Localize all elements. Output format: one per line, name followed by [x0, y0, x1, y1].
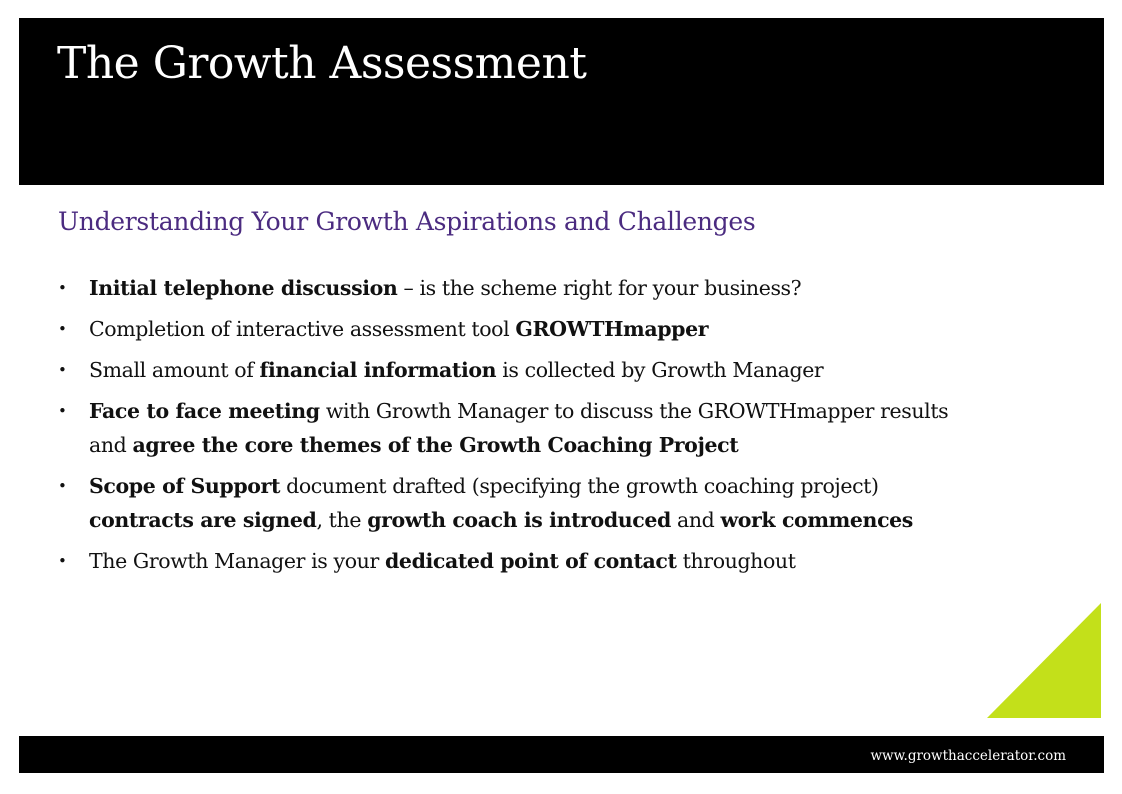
footer-bar — [19, 736, 1104, 773]
bullet-list — [58, 271, 958, 585]
bullet-marker: • — [58, 402, 67, 420]
bullet-bold-text: contracts are signed — [89, 508, 317, 532]
bullet-text: Small amount of — [89, 358, 260, 382]
bullet-text: , the — [316, 508, 368, 532]
bullet-marker: • — [58, 477, 67, 495]
bullet-bold-text: dedicated point of contact — [385, 549, 677, 573]
bullet-marker: • — [58, 279, 67, 297]
bullet-bold-text: Scope of Support — [89, 474, 281, 498]
green-triangle-accent — [987, 603, 1101, 718]
bullet-item-scope-of-support — [58, 469, 958, 537]
bullet-bold-text: agree the core themes of the Growth Coaching Project — [132, 433, 739, 457]
bullet-text: with Growth Manager to discuss the GROWTHmapper results and — [89, 399, 949, 457]
bullet-bold-text: growth coach is introduced — [367, 508, 671, 532]
bullet-text: throughout — [676, 549, 796, 573]
bullet-marker: • — [58, 320, 67, 338]
bullet-bold-text: GROWTHmapper — [515, 317, 709, 341]
bullet-text: – is the scheme right for your business? — [397, 276, 802, 300]
bullet-item-face-to-face-meeting — [58, 394, 958, 462]
bullet-bold-text: work commences — [720, 508, 913, 532]
bullet-bold-text: Face to face meeting — [89, 399, 320, 423]
bullet-text: document drafted (specifying the growth coaching project) — [280, 474, 879, 498]
bullet-item-assessment-tool — [58, 312, 958, 346]
bullet-item-point-of-contact — [58, 544, 958, 578]
bullet-bold-text: financial information — [259, 358, 497, 382]
bullet-item-financial-information — [58, 353, 958, 387]
slide-subtitle: Understanding Your Growth Aspirations and Challenges — [58, 207, 756, 236]
bullet-text: The Growth Manager is your — [89, 549, 385, 573]
bullet-marker: • — [58, 552, 67, 570]
green-triangle-shape — [987, 603, 1101, 718]
bullet-bold-text: Initial telephone discussion — [89, 276, 398, 300]
bullet-text: and — [670, 508, 721, 532]
bullet-marker: • — [58, 361, 67, 379]
footer-website-url: www.growthaccelerator.com — [870, 748, 1066, 764]
bullet-text: is collected by Growth Manager — [496, 358, 824, 382]
slide-title: The Growth Assessment — [57, 38, 587, 89]
bullet-item-telephone-discussion — [58, 271, 958, 305]
bullet-text: Completion of interactive assessment tool — [89, 317, 516, 341]
header-bar — [19, 18, 1104, 185]
